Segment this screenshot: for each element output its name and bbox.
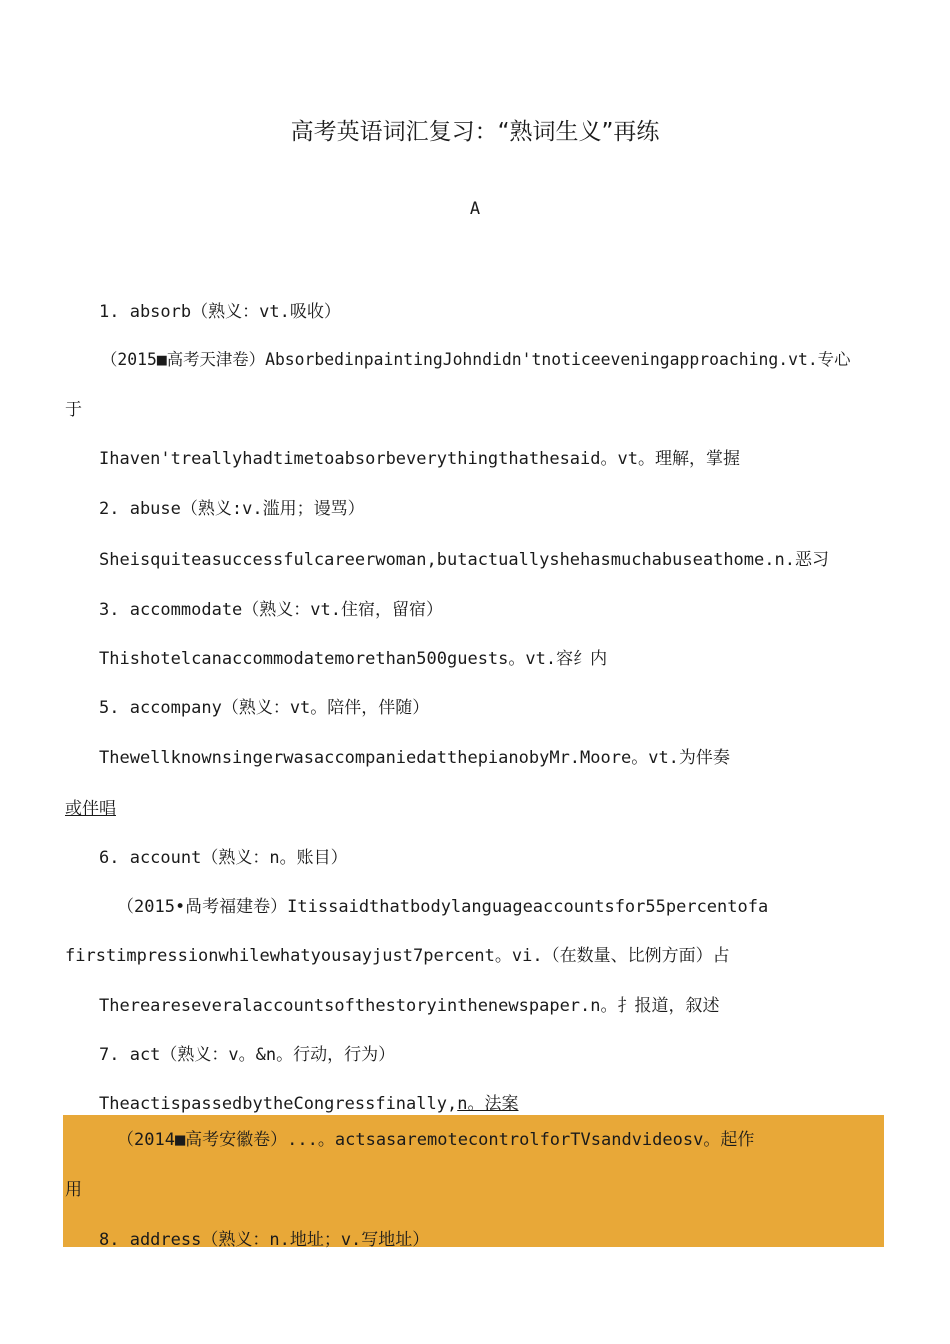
entry-accommodate-heading: 3. accommodate（熟义：vt.住宿，留宿） [99, 600, 443, 620]
entry-act-example-2-cont: 用 [65, 1180, 82, 1200]
entry-abuse-heading: 2. abuse（熟义:v.滥用；谩骂） [99, 499, 365, 519]
entry-act-example-1-meaning: n。法案 [457, 1094, 519, 1114]
entry-account-example-1: （2015•咼考福建卷）Itissaidthatbodylanguageaccountsfor55percentofa [117, 897, 769, 917]
entry-accompany-heading: 5. accompany（熟义：vt。陪伴，伴随） [99, 698, 430, 718]
entry-account-heading: 6. account（熟义：n。账目） [99, 848, 348, 868]
entry-act-example-2: （2014■高考安徽卷）...。actsasaremotecontrolforTVsandvideosv。起作 [117, 1130, 755, 1150]
entry-accompany-example: ThewellknownsingerwasaccompaniedatthepianobyMr.Moore。vt.为伴奏 [99, 748, 730, 768]
entry-act-heading: 7. act（熟义：v。&n。行动，行为） [99, 1045, 396, 1065]
entry-accommodate-example: Thishotelcanaccommodatemorethan500guests。vt.容纟内 [99, 649, 608, 669]
entry-account-example-2: Thereareseveralaccountsofthestoryinthenewspaper.n。扌报道，叙述 [99, 996, 720, 1016]
page-title: 高考英语词汇复习：“熟词生义”再练 [290, 119, 660, 145]
entry-act-example-1-text: TheactispassedbytheCongressfinally, [99, 1094, 458, 1114]
section-letter: A [469, 199, 481, 219]
entry-absorb-example-1: （2015■高考天津卷）AbsorbedinpaintingJohndidn'tnoticeeveningapproaching.vt.专心 [101, 350, 851, 369]
entry-account-example-1-cont: firstimpressionwhilewhatyousayjust7percent。vi.（在数量、比例方面）占 [65, 946, 730, 966]
entry-act-example-1 [99, 1089, 518, 1114]
entry-abuse-example: Sheisquiteasuccessfulcareerwoman,butactuallyshehasmuchabuseathome.n.恶习 [99, 550, 829, 570]
entry-absorb-example-1-cont: 于 [65, 400, 82, 420]
entry-absorb-example-2: Ihaven'treallyhadtimetoabsorbeverythingthathesaid。vt。理解，掌握 [99, 449, 740, 469]
entry-absorb-heading: 1. absorb（熟义：vt.吸收） [99, 302, 341, 322]
entry-accompany-example-cont: 或伴唱 [65, 799, 116, 819]
entry-address-heading: 8. address（熟义：n.地址；v.写地址） [99, 1230, 430, 1250]
